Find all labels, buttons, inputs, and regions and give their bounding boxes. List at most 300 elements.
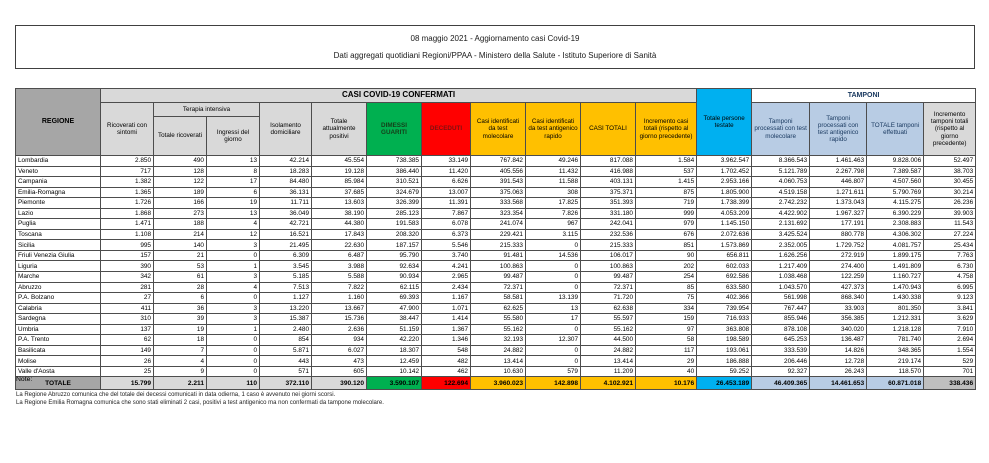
value-cell: 149 [101,345,154,356]
value-cell: 58.581 [471,293,526,304]
value-cell: 342 [101,272,154,283]
value-cell: 69.393 [367,293,422,304]
value-cell: 801.350 [867,303,924,314]
value-cell: 3.115 [526,229,581,240]
value-cell: 11.543 [924,219,976,230]
value-cell: 1.702.452 [697,166,752,177]
table-row [16,335,976,346]
value-cell: 13.007 [422,187,471,198]
value-cell: 1 [207,324,260,335]
value-cell: 4.306.302 [867,229,924,240]
value-cell: 2.267.798 [810,166,867,177]
value-cell: 6.078 [422,219,471,230]
value-cell: 4.081.757 [867,240,924,251]
value-cell: 390 [101,261,154,272]
value-cell: 0 [526,240,581,251]
value-cell: 5.185 [260,272,312,283]
value-cell: 117 [636,345,697,356]
value-cell: 27 [101,293,154,304]
value-cell: 3.590.107 [367,377,422,390]
value-cell: 22.630 [312,240,367,251]
value-cell: 13.603 [312,198,367,209]
value-cell: 55.597 [581,314,636,325]
value-cell: 333.539 [752,345,810,356]
value-cell: 4.758 [924,272,976,283]
value-cell: 1.584 [636,156,697,167]
value-cell: 12 [207,229,260,240]
group-header-casi-confermati: CASI COVID-19 CONFERMATI [101,89,697,103]
title-box [15,25,975,69]
value-cell: 272.919 [810,250,867,261]
col-header-incremento-tamponi: Incremento tamponi totali (rispetto al giorno precedente) [924,103,976,156]
value-cell: 3.988 [312,261,367,272]
region-name-cell: Marche [16,272,101,283]
value-cell: 356.385 [810,314,867,325]
col-header-isolamento: Isolamento domiciliare [260,103,312,156]
value-cell: 25 [101,366,154,377]
value-cell: 219.174 [867,356,924,367]
value-cell: 2.131.692 [752,219,810,230]
value-cell: 386.440 [367,166,422,177]
value-cell: 1.461.463 [810,156,867,167]
value-cell: 14.826 [810,345,867,356]
value-cell: 99.487 [471,272,526,283]
notes-label: Note: [16,376,33,383]
value-cell: 140 [154,240,207,251]
value-cell: 999 [636,208,697,219]
value-cell: 285.123 [367,208,422,219]
value-cell: 42.214 [260,156,312,167]
col-header-persone-testate: Totale persone testate [697,89,752,156]
value-cell: 1.365 [101,187,154,198]
value-cell: 1.160 [312,293,367,304]
value-cell: 85.984 [312,177,367,188]
value-cell: 5.790.769 [867,187,924,198]
value-cell: 42.220 [367,335,422,346]
value-cell: 36.049 [260,208,312,219]
value-cell: 53 [154,261,207,272]
value-cell: 232.536 [581,229,636,240]
region-name-cell: Puglia [16,219,101,230]
col-header-ingressi-giorno: Ingressi del giorno [207,117,260,156]
value-cell: 3 [207,303,260,314]
value-cell: 1.271.611 [810,187,867,198]
value-cell: 18.283 [260,166,312,177]
value-cell: 44.500 [581,335,636,346]
value-cell: 5.871 [260,345,312,356]
value-cell: 561.998 [752,293,810,304]
value-cell: 1.038.468 [752,272,810,283]
value-cell: 1.212.331 [867,314,924,325]
value-cell: 38.703 [924,166,976,177]
value-cell: 4.507.560 [867,177,924,188]
value-cell: 995 [101,240,154,251]
value-cell: 3.841 [924,303,976,314]
value-cell: 229.421 [471,229,526,240]
value-cell: 0 [526,345,581,356]
value-cell: 13 [207,208,260,219]
value-cell: 1.573.869 [697,240,752,251]
value-cell: 3.629 [924,314,976,325]
value-cell: 36 [154,303,207,314]
value-cell: 100.863 [471,261,526,272]
value-cell: 1.738.399 [697,198,752,209]
value-cell: 767.842 [471,156,526,167]
value-cell: 33.149 [422,156,471,167]
value-cell: 692.586 [697,272,752,283]
col-header-ricoverati: Ricoverati con sintomi [101,103,154,156]
region-name-cell: Valle d'Aosta [16,366,101,377]
value-cell: 92.327 [752,366,810,377]
value-cell: 274.400 [810,261,867,272]
value-cell: 281 [101,282,154,293]
value-cell: 45.554 [312,156,367,167]
value-cell: 537 [636,166,697,177]
value-cell: 30.455 [924,177,976,188]
value-cell: 2.211 [154,377,207,390]
value-cell: 24.882 [581,345,636,356]
value-cell: 42.721 [260,219,312,230]
note-abruzzo: La Regione Abruzzo comunica che del totale dei decessi comunicati in data odierna, 1 caso è avvenuto nei giorni scorsi. [16,392,336,398]
value-cell: 0 [526,282,581,293]
value-cell: 1.471 [101,219,154,230]
value-cell: 1.967.327 [810,208,867,219]
notes-section [16,376,384,407]
value-cell: 333.568 [471,198,526,209]
group-header-terapia-intensiva: Terapia intensiva [154,103,260,117]
value-cell: 416.988 [581,166,636,177]
value-cell: 1.218.128 [867,324,924,335]
value-cell: 142.898 [526,377,581,390]
value-cell: 3.545 [260,261,312,272]
value-cell: 4.102.921 [581,377,636,390]
region-name-cell: Piemonte [16,198,101,209]
table-row [16,303,976,314]
value-cell: 405.556 [471,166,526,177]
value-cell: 10.630 [471,366,526,377]
value-cell: 106.017 [581,250,636,261]
value-cell: 7.826 [526,208,581,219]
region-name-cell: Sardegna [16,314,101,325]
value-cell: 310 [101,314,154,325]
value-cell: 187.157 [367,240,422,251]
value-cell: 701 [924,366,976,377]
value-cell: 633.580 [697,282,752,293]
value-cell: 18 [154,335,207,346]
value-cell: 27.224 [924,229,976,240]
value-cell: 26.453.189 [697,377,752,390]
value-cell: 403.131 [581,177,636,188]
table-row [16,229,976,240]
value-cell: 1.805.900 [697,187,752,198]
value-cell: 6.995 [924,282,976,293]
value-cell: 215.333 [471,240,526,251]
col-header-casi-totali: CASI TOTALI [581,103,636,156]
table-row [16,166,976,177]
value-cell: 46.409.365 [752,377,810,390]
value-cell: 645.253 [752,335,810,346]
value-cell: 29 [636,356,697,367]
value-cell: 191.583 [367,219,422,230]
value-cell: 6 [154,293,207,304]
value-cell: 2.694 [924,335,976,346]
value-cell: 348.365 [867,345,924,356]
value-cell: 719 [636,198,697,209]
value-cell: 9.123 [924,293,976,304]
value-cell: 605 [312,366,367,377]
value-cell: 84.480 [260,177,312,188]
value-cell: 5.588 [312,272,367,283]
value-cell: 443 [260,356,312,367]
col-header-deceduti: DECEDUTI [422,103,471,156]
value-cell: 91.481 [471,250,526,261]
region-name-cell: Basilicata [16,345,101,356]
region-name-cell: P.A. Trento [16,335,101,346]
value-cell: 868.340 [810,293,867,304]
region-name-cell: Toscana [16,229,101,240]
value-cell: 95.790 [367,250,422,261]
value-cell: 51.159 [367,324,422,335]
value-cell: 17 [526,314,581,325]
value-cell: 1.108 [101,229,154,240]
value-cell: 7.763 [924,250,976,261]
value-cell: 214 [154,229,207,240]
region-name-cell: Abruzzo [16,282,101,293]
value-cell: 391.543 [471,177,526,188]
value-cell: 44.380 [312,219,367,230]
region-name-cell: Sicilia [16,240,101,251]
region-name-cell: Lombardia [16,156,101,167]
col-header-tamponi-antigenico: Tamponi processati con test antigenico rapido [810,103,867,156]
table-row [16,240,976,251]
value-cell: 934 [312,335,367,346]
value-cell: 62.625 [471,303,526,314]
value-cell: 6 [207,187,260,198]
table-row [16,198,976,209]
table-row [16,356,976,367]
value-cell: 0 [526,356,581,367]
value-cell: 75 [636,293,697,304]
value-cell: 0 [526,324,581,335]
value-cell: 13 [526,303,581,314]
value-cell: 1.127 [260,293,312,304]
value-cell: 3 [207,240,260,251]
value-cell: 242.041 [581,219,636,230]
value-cell: 3.960.023 [471,377,526,390]
value-cell: 208.320 [367,229,422,240]
region-name-cell: Friuli Venezia Giulia [16,250,101,261]
value-cell: 1.899.175 [867,250,924,261]
value-cell: 19 [207,198,260,209]
value-cell: 17.843 [312,229,367,240]
col-header-casi-antigenico: Casi identificati da test antigenico rapido [526,103,581,156]
value-cell: 0 [207,366,260,377]
value-cell: 12.728 [810,356,867,367]
value-cell: 33.903 [810,303,867,314]
value-cell: 177.191 [810,219,867,230]
value-cell: 71.720 [581,293,636,304]
table-row [16,293,976,304]
value-cell: 967 [526,219,581,230]
value-cell: 7 [154,345,207,356]
table-row [16,324,976,335]
value-cell: 855.946 [752,314,810,325]
value-cell: 11.588 [526,177,581,188]
value-cell: 19.128 [312,166,367,177]
value-cell: 166 [154,198,207,209]
value-cell: 1.430.338 [867,293,924,304]
value-cell: 446.807 [810,177,867,188]
value-cell: 1.626.256 [752,250,810,261]
value-cell: 1.729.752 [810,240,867,251]
value-cell: 10.176 [636,377,697,390]
value-cell: 878.108 [752,324,810,335]
value-cell: 18.307 [367,345,422,356]
value-cell: 13 [207,156,260,167]
value-cell: 55.162 [471,324,526,335]
value-cell: 2.636 [312,324,367,335]
value-cell: 6.390.229 [867,208,924,219]
value-cell: 717 [101,166,154,177]
value-cell: 59.252 [697,366,752,377]
value-cell: 854 [260,335,312,346]
value-cell: 0 [207,293,260,304]
value-cell: 0 [207,250,260,261]
value-cell: 62.115 [367,282,422,293]
value-cell: 6.373 [422,229,471,240]
value-cell: 40 [636,366,697,377]
value-cell: 676 [636,229,697,240]
value-cell: 7.910 [924,324,976,335]
value-cell: 0 [207,335,260,346]
value-cell: 90.934 [367,272,422,283]
value-cell: 5.546 [422,240,471,251]
value-cell: 7.513 [260,282,312,293]
value-cell: 7.389.587 [867,166,924,177]
value-cell: 13.139 [526,293,581,304]
value-cell: 2.072.636 [697,229,752,240]
value-cell: 39 [154,314,207,325]
value-cell: 38.190 [312,208,367,219]
col-header-tamponi-molecolare: Tamponi processati con test molecolare [752,103,810,156]
value-cell: 402.366 [697,293,752,304]
table-row [16,345,976,356]
value-cell: 716.933 [697,314,752,325]
value-cell: 12.459 [367,356,422,367]
col-header-totale-ricoverati: Totale ricoverati [154,117,207,156]
value-cell: 979 [636,219,697,230]
value-cell: 1.367 [422,324,471,335]
region-name-cell: Lazio [16,208,101,219]
value-cell: 781.740 [867,335,924,346]
value-cell: 6.626 [422,177,471,188]
value-cell: 99.487 [581,272,636,283]
value-cell: 427.373 [810,282,867,293]
value-cell: 4.519.158 [752,187,810,198]
value-cell: 1.414 [422,314,471,325]
value-cell: 1.491.809 [867,261,924,272]
value-cell: 1.071 [422,303,471,314]
table-row [16,219,976,230]
value-cell: 323.354 [471,208,526,219]
value-cell: 36.131 [260,187,312,198]
value-cell: 880.778 [810,229,867,240]
value-cell: 2.850 [101,156,154,167]
value-cell: 602.033 [697,261,752,272]
region-name-cell: Liguria [16,261,101,272]
value-cell: 1.470.943 [867,282,924,293]
value-cell: 3.740 [422,250,471,261]
table-row [16,250,976,261]
value-cell: 13.414 [581,356,636,367]
value-cell: 411 [101,303,154,314]
table-row [16,261,976,272]
value-cell: 11.209 [581,366,636,377]
value-cell: 122 [154,177,207,188]
value-cell: 273 [154,208,207,219]
group-header-tamponi: TAMPONI [752,89,976,103]
value-cell: 15.799 [101,377,154,390]
value-cell: 110 [207,377,260,390]
value-cell: 3 [207,272,260,283]
value-cell: 202 [636,261,697,272]
value-cell: 2.308.883 [867,219,924,230]
value-cell: 3 [207,314,260,325]
col-header-totale-tamponi: TOTALE tamponi effettuati [867,103,924,156]
value-cell: 9 [154,366,207,377]
value-cell: 13.220 [260,303,312,314]
value-cell: 122.694 [422,377,471,390]
value-cell: 372.110 [260,377,312,390]
value-cell: 157 [101,250,154,261]
value-cell: 47.900 [367,303,422,314]
table-row [16,208,976,219]
value-cell: 61 [154,272,207,283]
value-cell: 390.120 [312,377,367,390]
table-body [16,156,976,390]
value-cell: 137 [101,324,154,335]
value-cell: 17.825 [526,198,581,209]
table-row [16,314,976,325]
value-cell: 16.521 [260,229,312,240]
value-cell: 198.589 [697,335,752,346]
value-cell: 26 [101,356,154,367]
value-cell: 308 [526,187,581,198]
value-cell: 15.387 [260,314,312,325]
value-cell: 9.828.006 [867,156,924,167]
table-row [16,272,976,283]
value-cell: 738.385 [367,156,422,167]
region-name-cell: Molise [16,356,101,367]
value-cell: 24.882 [471,345,526,356]
value-cell: 17 [207,177,260,188]
value-cell: 1.145.150 [697,219,752,230]
value-cell: 15.736 [312,314,367,325]
value-cell: 363.808 [697,324,752,335]
value-cell: 851 [636,240,697,251]
value-cell: 4.053.209 [697,208,752,219]
value-cell: 38.447 [367,314,422,325]
value-cell: 1.726 [101,198,154,209]
value-cell: 1.160.727 [867,272,924,283]
value-cell: 571 [260,366,312,377]
table-row [16,282,976,293]
value-cell: 11.391 [422,198,471,209]
value-cell: 189 [154,187,207,198]
value-cell: 310.521 [367,177,422,188]
value-cell: 206.446 [752,356,810,367]
col-header-attualmente-positivi: Totale attualmente positivi [312,103,367,156]
